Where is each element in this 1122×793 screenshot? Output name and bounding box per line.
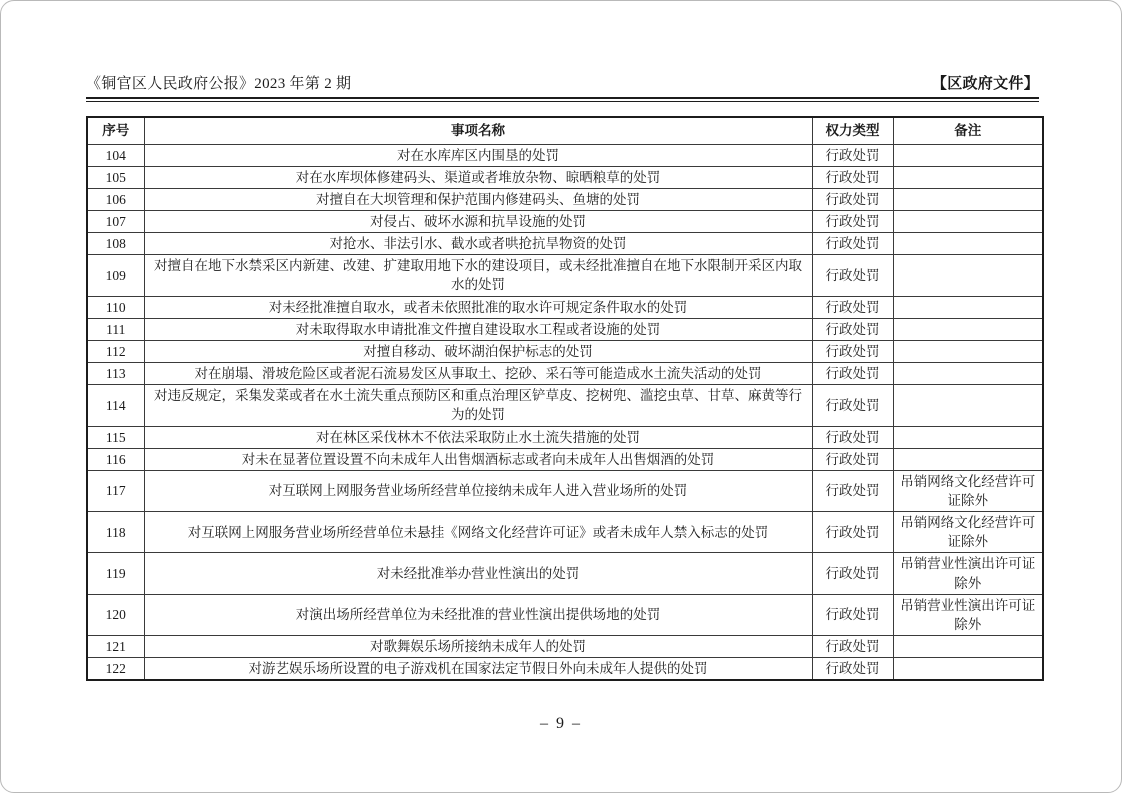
cell-name: 对演出场所经营单位为未经批准的营业性演出提供场地的处罚 <box>144 594 812 635</box>
table-row <box>87 658 1043 681</box>
cell-name: 对擅自移动、破坏湖泊保护标志的处罚 <box>144 340 812 362</box>
section-label: 【区政府文件】 <box>931 76 1039 92</box>
table-row <box>87 318 1043 340</box>
cell-remark <box>893 166 1043 188</box>
cell-name: 对在林区采伐林木不依法采取防止水土流失措施的处罚 <box>144 426 812 448</box>
cell-name: 对互联网上网服务营业场所经营单位未悬挂《网络文化经营许可证》或者未成年人禁入标志的处罚 <box>144 512 812 553</box>
cell-name: 对抢水、非法引水、截水或者哄抢抗旱物资的处罚 <box>144 233 812 255</box>
cell-remark <box>893 448 1043 470</box>
cell-type: 行政处罚 <box>812 363 893 385</box>
cell-remark <box>893 636 1043 658</box>
cell-no: 110 <box>87 296 144 318</box>
cell-remark <box>893 658 1043 681</box>
cell-no: 122 <box>87 658 144 681</box>
table-row <box>87 188 1043 210</box>
cell-no: 119 <box>87 553 144 594</box>
cell-name: 对在崩塌、滑坡危险区或者泥石流易发区从事取土、挖砂、采石等可能造成水土流失活动的处罚 <box>144 363 812 385</box>
cell-no: 115 <box>87 426 144 448</box>
cell-remark: 吊销网络文化经营许可证除外 <box>893 512 1043 553</box>
cell-no: 109 <box>87 255 144 296</box>
table-row <box>87 594 1043 635</box>
cell-type: 行政处罚 <box>812 233 893 255</box>
cell-type: 行政处罚 <box>812 448 893 470</box>
cell-name: 对侵占、破坏水源和抗旱设施的处罚 <box>144 210 812 232</box>
cell-type: 行政处罚 <box>812 318 893 340</box>
cell-no: 106 <box>87 188 144 210</box>
table-row <box>87 448 1043 470</box>
cell-remark <box>893 296 1043 318</box>
table-row <box>87 636 1043 658</box>
header-cell-no: 序号 <box>87 117 144 144</box>
table-row <box>87 426 1043 448</box>
cell-no: 105 <box>87 166 144 188</box>
table-row <box>87 385 1043 426</box>
cell-remark <box>893 144 1043 166</box>
cell-type: 行政处罚 <box>812 210 893 232</box>
cell-remark <box>893 385 1043 426</box>
cell-type: 行政处罚 <box>812 255 893 296</box>
table-row <box>87 166 1043 188</box>
cell-type: 行政处罚 <box>812 658 893 681</box>
cell-no: 113 <box>87 363 144 385</box>
cell-name: 对在水库库区内围垦的处罚 <box>144 144 812 166</box>
cell-name: 对互联网上网服务营业场所经营单位接纳未成年人进入营业场所的处罚 <box>144 470 812 511</box>
table-row <box>87 363 1043 385</box>
cell-remark <box>893 340 1043 362</box>
cell-name: 对未经批准擅自取水，或者未依照批准的取水许可规定条件取水的处罚 <box>144 296 812 318</box>
penalty-items-table <box>86 116 1044 681</box>
cell-type: 行政处罚 <box>812 636 893 658</box>
cell-type: 行政处罚 <box>812 553 893 594</box>
table-header-row <box>87 117 1043 144</box>
cell-no: 111 <box>87 318 144 340</box>
cell-remark <box>893 363 1043 385</box>
table-row <box>87 210 1043 232</box>
running-header <box>86 72 1039 93</box>
header-cell-name: 事项名称 <box>144 117 812 144</box>
cell-no: 121 <box>87 636 144 658</box>
cell-name: 对未取得取水申请批准文件擅自建设取水工程或者设施的处罚 <box>144 318 812 340</box>
cell-name: 对未经批准举办营业性演出的处罚 <box>144 553 812 594</box>
cell-type: 行政处罚 <box>812 166 893 188</box>
header-cell-type: 权力类型 <box>812 117 893 144</box>
cell-no: 120 <box>87 594 144 635</box>
cell-name: 对擅自在大坝管理和保护范围内修建码头、鱼塘的处罚 <box>144 188 812 210</box>
cell-name: 对在水库坝体修建码头、渠道或者堆放杂物、晾晒粮草的处罚 <box>144 166 812 188</box>
table-row <box>87 233 1043 255</box>
cell-type: 行政处罚 <box>812 470 893 511</box>
cell-name: 对歌舞娱乐场所接纳未成年人的处罚 <box>144 636 812 658</box>
cell-remark: 吊销网络文化经营许可证除外 <box>893 470 1043 511</box>
cell-type: 行政处罚 <box>812 594 893 635</box>
cell-type: 行政处罚 <box>812 188 893 210</box>
table-row <box>87 340 1043 362</box>
cell-type: 行政处罚 <box>812 512 893 553</box>
table-row <box>87 255 1043 296</box>
cell-remark: 吊销营业性演出许可证除外 <box>893 553 1043 594</box>
header-divider-rule <box>86 97 1039 102</box>
table-row <box>87 512 1043 553</box>
cell-no: 107 <box>87 210 144 232</box>
cell-no: 116 <box>87 448 144 470</box>
cell-remark <box>893 188 1043 210</box>
cell-no: 112 <box>87 340 144 362</box>
table-row <box>87 144 1043 166</box>
cell-type: 行政处罚 <box>812 340 893 362</box>
cell-remark <box>893 426 1043 448</box>
cell-no: 114 <box>87 385 144 426</box>
cell-no: 118 <box>87 512 144 553</box>
cell-remark <box>893 233 1043 255</box>
cell-type: 行政处罚 <box>812 385 893 426</box>
cell-no: 108 <box>87 233 144 255</box>
cell-remark <box>893 210 1043 232</box>
header-cell-remark: 备注 <box>893 117 1043 144</box>
table-row <box>87 553 1043 594</box>
cell-name: 对未在显著位置设置不向未成年人出售烟酒标志或者向未成年人出售烟酒的处罚 <box>144 448 812 470</box>
cell-no: 117 <box>87 470 144 511</box>
cell-no: 104 <box>87 144 144 166</box>
cell-remark: 吊销营业性演出许可证除外 <box>893 594 1043 635</box>
cell-type: 行政处罚 <box>812 296 893 318</box>
cell-remark <box>893 318 1043 340</box>
page-number: – 9 – <box>540 715 582 732</box>
table-body <box>87 144 1043 680</box>
cell-name: 对擅自在地下水禁采区内新建、改建、扩建取用地下水的建设项目，或未经批准擅自在地下水限制开采区内取水的处罚 <box>144 255 812 296</box>
cell-type: 行政处罚 <box>812 426 893 448</box>
table-row <box>87 470 1043 511</box>
cell-name: 对游艺娱乐场所设置的电子游戏机在国家法定节假日外向未成年人提供的处罚 <box>144 658 812 681</box>
table-row <box>87 296 1043 318</box>
gazette-title: 《铜官区人民政府公报》2023 年第 2 期 <box>86 76 352 92</box>
cell-remark <box>893 255 1043 296</box>
cell-name: 对违反规定，采集发菜或者在水土流失重点预防区和重点治理区铲草皮、挖树兜、滥挖虫草、甘草、麻黄等行为的处罚 <box>144 385 812 426</box>
cell-type: 行政处罚 <box>812 144 893 166</box>
